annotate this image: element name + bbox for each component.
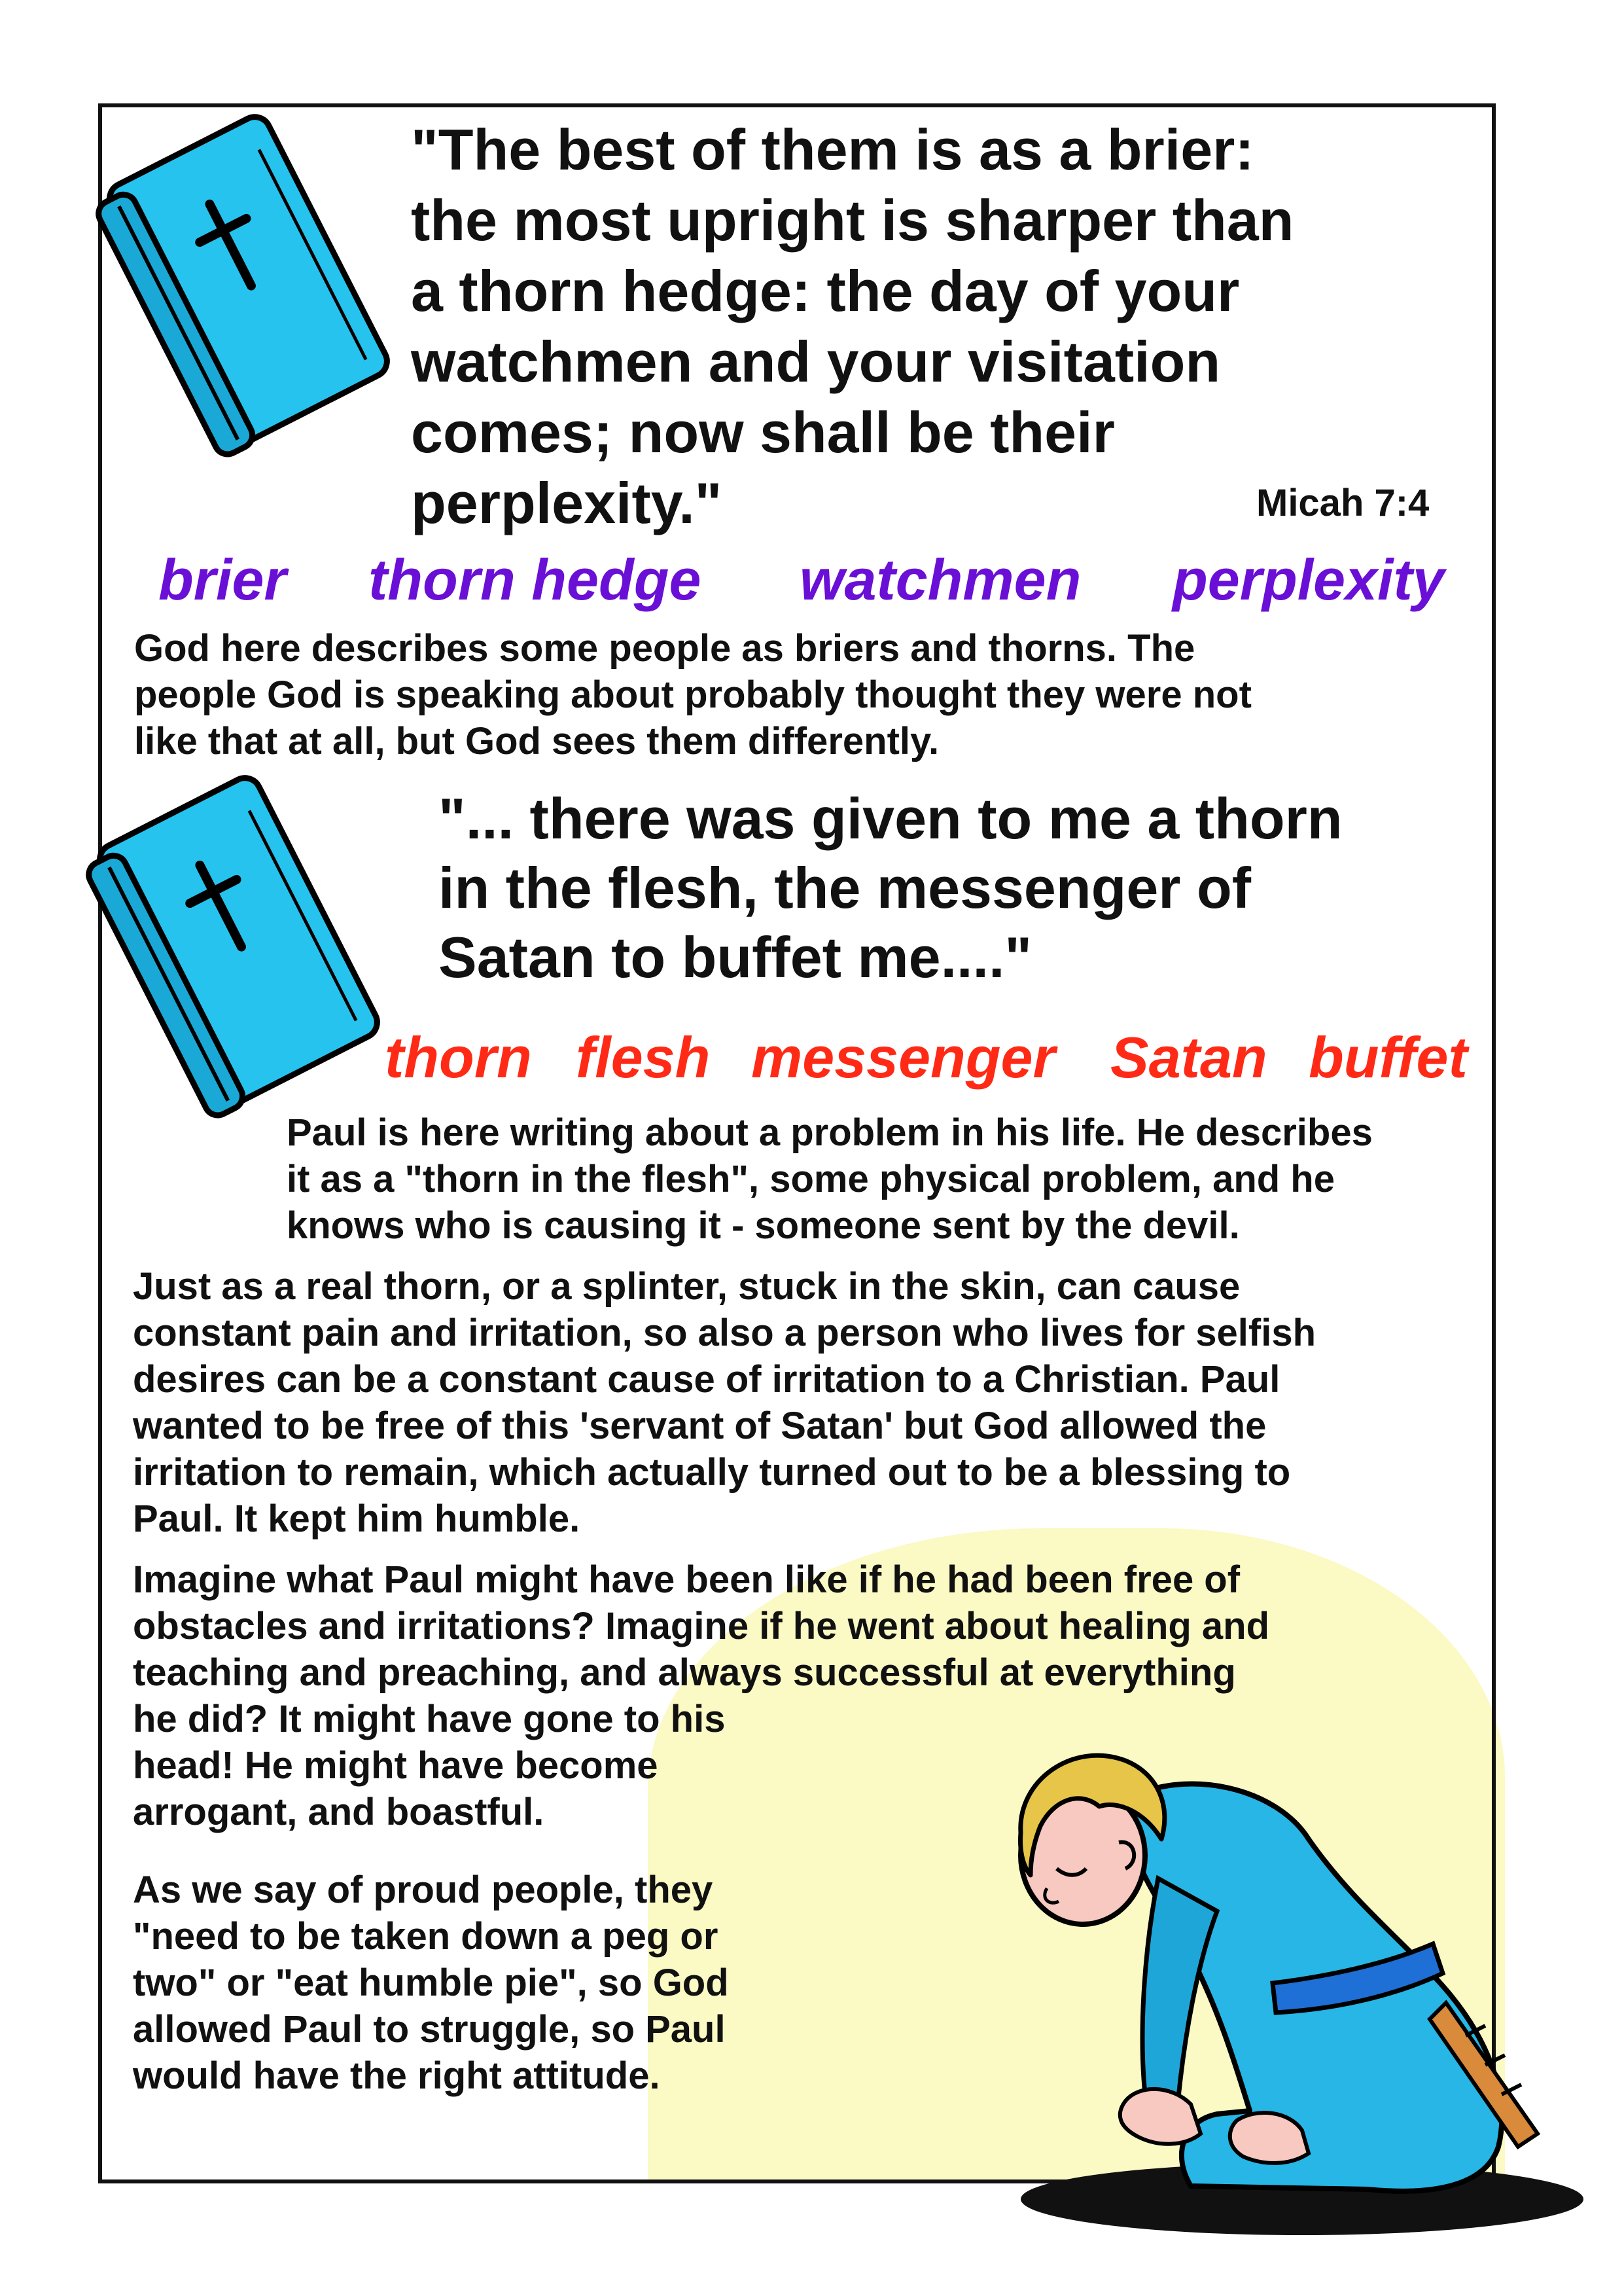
text-line: he did? It might have gone to his [133, 1698, 726, 1740]
quote-line: comes; now shall be their [411, 400, 1115, 465]
quote-line: perplexity." [411, 471, 722, 535]
paragraph [134, 625, 1252, 764]
keyword: thorn hedge [368, 547, 701, 612]
quote-thorn [438, 784, 1343, 992]
text-line: like that at all, but God sees them differently. [134, 720, 940, 762]
text-line: Imagine what Paul might have been like if he had been free of [133, 1558, 1241, 1601]
text-line: Just as a real thorn, or a splinter, stuck in the skin, can cause [133, 1265, 1241, 1308]
text-line: irritation to remain, which actually turned out to be a blessing to [133, 1451, 1291, 1494]
text-line: desires can be a constant cause of irritation to a Christian. Paul [133, 1358, 1280, 1401]
quote-line: in the flesh, the messenger of [438, 855, 1252, 920]
keyword: watchmen [800, 547, 1082, 612]
kneeling-paul-illustration [909, 1728, 1590, 2265]
text-line: two" or "eat humble pie", so God [133, 1962, 729, 2004]
quote-line: watchmen and your visitation [411, 329, 1221, 394]
text-line: head! He might have become [133, 1744, 658, 1787]
keyword: thorn [385, 1025, 532, 1090]
quote-line: Satan to buffet me...." [438, 925, 1033, 990]
quote-line: the most upright is sharper than [411, 188, 1294, 253]
paragraph [287, 1109, 1373, 1249]
text-line: wanted to be free of this 'servant of Satan' but God allowed the [133, 1405, 1267, 1447]
quote-line: "The best of them is as a brier: [411, 117, 1254, 182]
text-line: As we say of proud people, they [133, 1869, 713, 1911]
keyword: buffet [1309, 1025, 1468, 1090]
keyword: brier [158, 547, 287, 612]
keyword: flesh [576, 1025, 711, 1090]
keyword: messenger [751, 1025, 1055, 1090]
keyword: perplexity [1173, 547, 1445, 612]
paragraph [133, 1867, 729, 2099]
text-line: would have the right attitude. [133, 2054, 660, 2097]
quote-micah [411, 115, 1294, 539]
text-line: allowed Paul to struggle, so Paul [133, 2008, 726, 2051]
bible-icon [65, 759, 406, 1126]
bible-icon [82, 98, 409, 465]
scripture-reference: Micah 7:4 [1256, 482, 1430, 524]
text-line: arrogant, and boastful. [133, 1791, 544, 1833]
text-line: Paul is here writing about a problem in his life. He describes [287, 1111, 1373, 1154]
text-line: Paul. It kept him humble. [133, 1498, 580, 1540]
text-line: people God is speaking about probably thought they were not [134, 673, 1252, 716]
text-line: "need to be taken down a peg or [133, 1915, 718, 1958]
text-line: God here describes some people as briers and thorns. The [134, 627, 1195, 670]
quote-line: a thorn hedge: the day of your [411, 259, 1240, 323]
text-line: obstacles and irritations? Imagine if he went about healing and [133, 1605, 1270, 1647]
text-line: knows who is causing it - someone sent by the devil. [287, 1204, 1240, 1247]
keyword: Satan [1110, 1025, 1267, 1090]
paragraph [133, 1263, 1316, 1542]
text-line: teaching and preaching, and always successful at everything [133, 1651, 1236, 1694]
text-line: it as a "thorn in the flesh", some physical problem, and he [287, 1158, 1335, 1200]
text-line: constant pain and irritation, so also a person who lives for selfish [133, 1312, 1316, 1354]
quote-line: "... there was given to me a thorn [438, 786, 1343, 851]
